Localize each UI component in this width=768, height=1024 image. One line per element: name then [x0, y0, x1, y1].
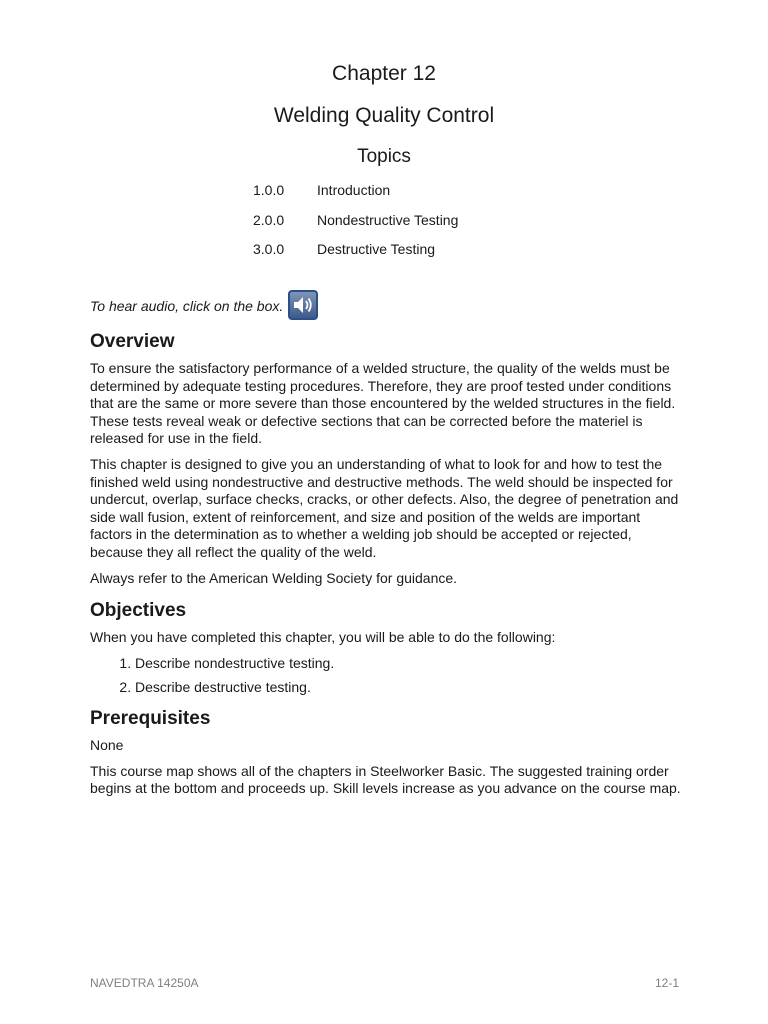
topic-item [253, 241, 458, 271]
topic-label: Introduction [317, 182, 391, 198]
objectives-intro: When you have completed this chapter, you will be able to do the following: [90, 629, 556, 646]
topics-list [253, 182, 458, 271]
topic-item [253, 212, 458, 242]
prerequisites-heading: Prerequisites [90, 707, 211, 729]
objectives-list [90, 655, 682, 697]
footer-document-id: NAVEDTRA 14250A [90, 976, 199, 990]
overview-paragraph: To ensure the satisfactory performance of a welded structure, the quality of the welds must be determined by adequate testing procedures. Therefore, they are proof tested under conditions that are the same or more severe than those encountered by the welded structures in the field. These tests reveal weak or defective sections that can be corrected before the materiel is released for use in the field. [90, 360, 676, 447]
page-footer [90, 976, 679, 990]
topic-number: 3.0.0 [253, 241, 285, 257]
topic-label: Nondestructive Testing [317, 211, 459, 228]
audio-play-button[interactable] [288, 290, 318, 320]
objectives-heading: Objectives [90, 600, 187, 622]
chapter-title: Welding Quality Control [273, 104, 495, 127]
overview-paragraph: Always refer to the American Welding Society for guidance. [90, 569, 458, 586]
overview-heading: Overview [90, 331, 175, 352]
audio-prompt: To hear audio, click on the box. [90, 298, 284, 314]
chapter-number: Chapter 12 [332, 62, 436, 85]
speaker-icon [292, 295, 314, 315]
overview-paragraph: This chapter is designed to give you an understanding of what to look for and how to test the finished weld using nondestructive and destructive methods. The weld should be inspected for undercut, overlap, surface checks, cracks, or other defects. Also, the degree of penetration and side wall fusion, extent of reinforcement, and size and position of the welds are important factors in the determination as to whether a welding job should be accepted or rejected, because they all reflect the quality of the weld. [90, 455, 679, 560]
objective-item: 1. Describe nondestructive testing. [135, 655, 682, 673]
topics-heading: Topics [357, 146, 411, 167]
topic-number: 1.0.0 [253, 182, 285, 198]
footer-page-number: 12-1 [654, 976, 679, 990]
prerequisites-none: None [90, 736, 124, 753]
audio-row [90, 292, 318, 320]
topic-label: Destructive Testing [317, 241, 436, 257]
prerequisites-text: This course map shows all of the chapters in Steelworker Basic. The suggested training order begins at the bottom and proceeds up. Skill levels increase as you advance on the course map. [90, 762, 681, 797]
objective-item: 2. Describe destructive testing. [135, 679, 682, 697]
topic-number: 2.0.0 [253, 211, 285, 228]
main-content [90, 326, 682, 806]
topic-item [253, 182, 458, 212]
